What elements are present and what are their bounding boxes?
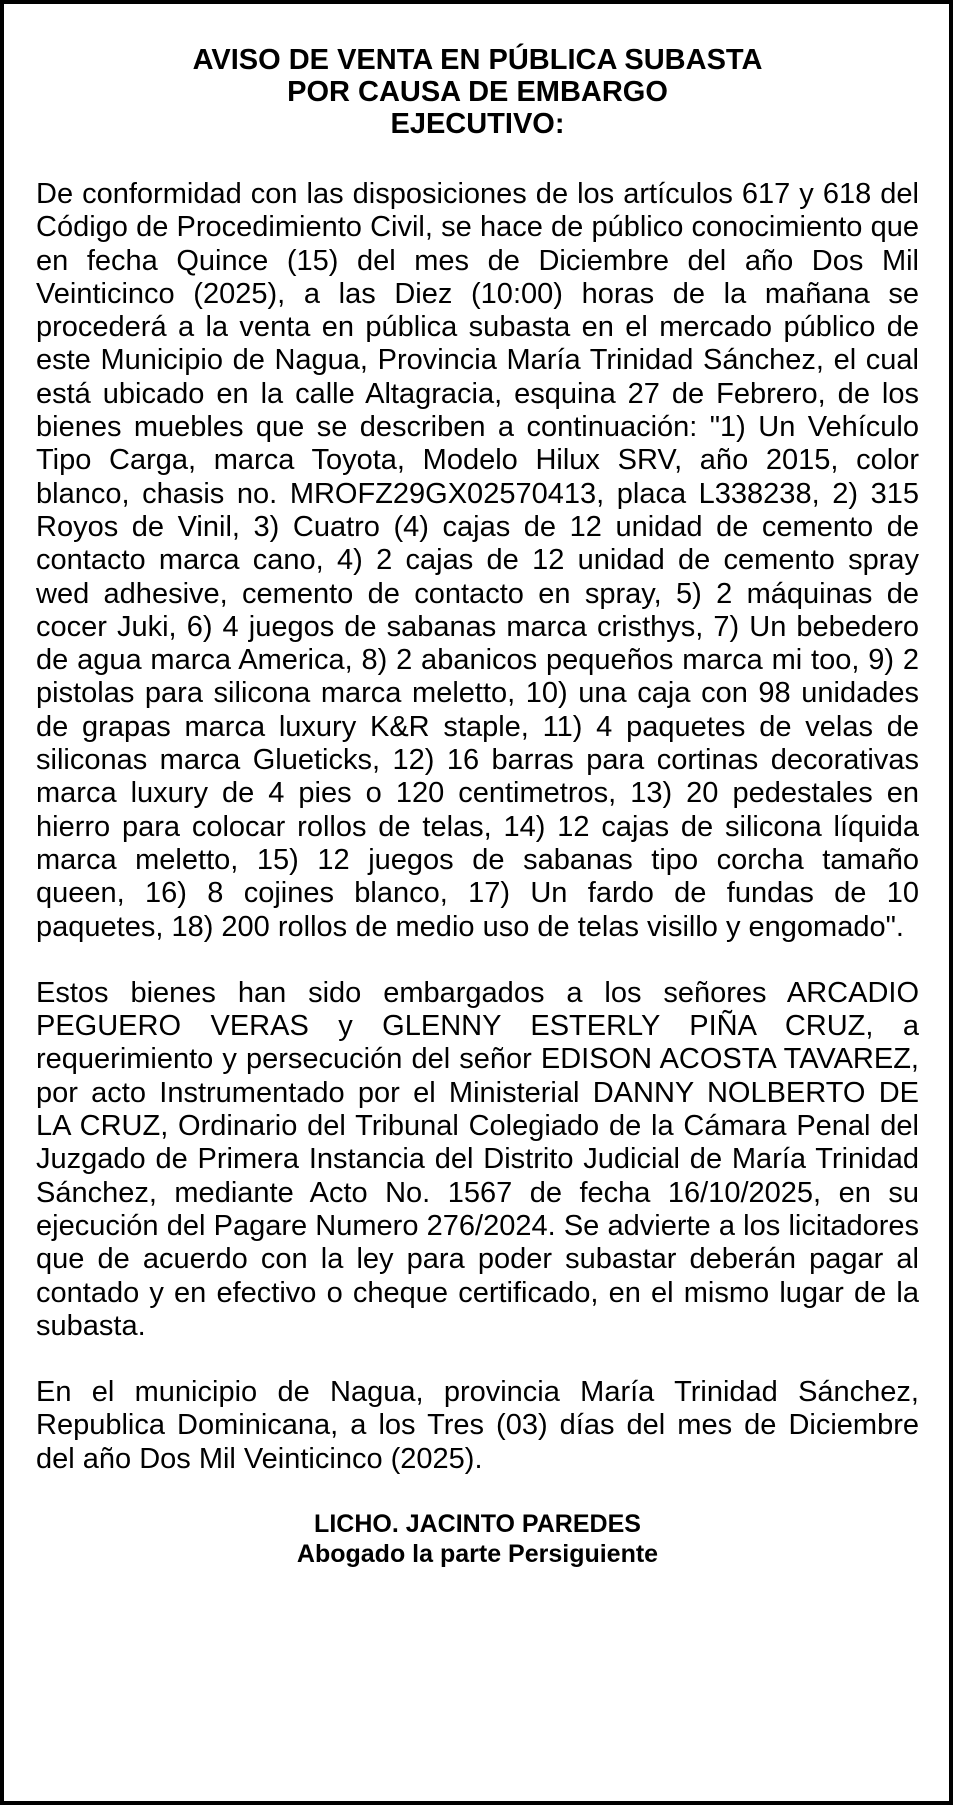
notice-title-line-2: POR CAUSA DE EMBARGO — [287, 76, 668, 108]
notice-paragraph-conformity: De conformidad con las disposiciones de los artículos 617 y 618 del Código de Procedimiento Civil, se hace de público conocimiento que en fecha Quince (15) del mes de Diciembre del año Dos Mil Veinticinco (2025), a las Diez (10:00) horas de la mañana se procederá a la venta en pública subasta en el mercado público de este Municipio de Nagua, Provincia María Trinidad Sánchez, el cual está ubicado en la calle Altagracia, esquina 27 de Febrero, de los bienes muebles que se describen a continuación: "1) Un Vehículo Tipo Carga, marca Toyota, Modelo Hilux SRV, año 2015, color blanco, chasis no. MROFZ29GX02570413, placa L338238, 2) 315 Royos de Vinil, 3) Cuatro (4) cajas de 12 unidad de cemento de contacto marca cano, 4) 2 cajas de 12 unidad de cemento spray wed adhesive, cemento de contacto en spray, 5) 2 máquinas de cocer Juki, 6) 4 juegos de sabanas marca cristhys, 7) Un bebedero de agua marca America, 8) 2 abanicos pequeños marca mi too, 9) 2 pistolas para silicona marca meletto, 10) una caja con 98 unidades de grapas marca luxury K&R staple, 11) 4 paquetes de velas de siliconas marca Glueticks, 12) 16 barras para cortinas decorativas marca luxury de 4 pies o 120 centimetros, 13) 20 pedestales en hierro para colocar rollos de telas, 14) 12 cajas de silicona líquida marca meletto, 15) 12 juegos de sabanas tipo corcha tamaño queen, 16) 8 cojines blanco, 17) Un fardo de fundas de 10 paquetes, 18) 200 rollos de medio uso de telas visillo y engomado". — [36, 178, 919, 943]
signature-role: Abogado la parte Persiguiente — [296, 1539, 659, 1568]
signature-block — [36, 1509, 919, 1569]
notice-paragraph-place-date: En el municipio de Nagua, provincia María Trinidad Sánchez, Republica Dominicana, a los Tres (03) días del mes de Diciembre del año Dos Mil Veinticinco (2025). — [36, 1376, 919, 1475]
notice-title-line-1: AVISO DE VENTA EN PÚBLICA SUBASTA — [192, 44, 763, 76]
notice-title-line-3: EJECUTIVO: — [390, 108, 565, 140]
notice-paragraph-seizure: Estos bienes han sido embargados a los señores ARCADIO PEGUERO VERAS y GLENNY ESTERLY PIÑA CRUZ, a requerimiento y persecución del señor EDISON ACOSTA TAVAREZ, por acto Instrumentado por el Ministerial DANNY NOLBERTO DE LA CRUZ, Ordinario del Tribunal Colegiado de la Cámara Penal del Juzgado de Primera Instancia del Distrito Judicial de María Trinidad Sánchez, mediante Acto No. 1567 de fecha 16/10/2025, en su ejecución del Pagare Numero 276/2024. Se advierte a los licitadores que de acuerdo con la ley para poder subastar deberán pagar al contado y en efectivo o cheque certificado, en el mismo lugar de la subasta. — [36, 976, 919, 1342]
signature-name: LICHO. JACINTO PAREDES — [314, 1509, 641, 1538]
notice-title — [36, 44, 919, 140]
